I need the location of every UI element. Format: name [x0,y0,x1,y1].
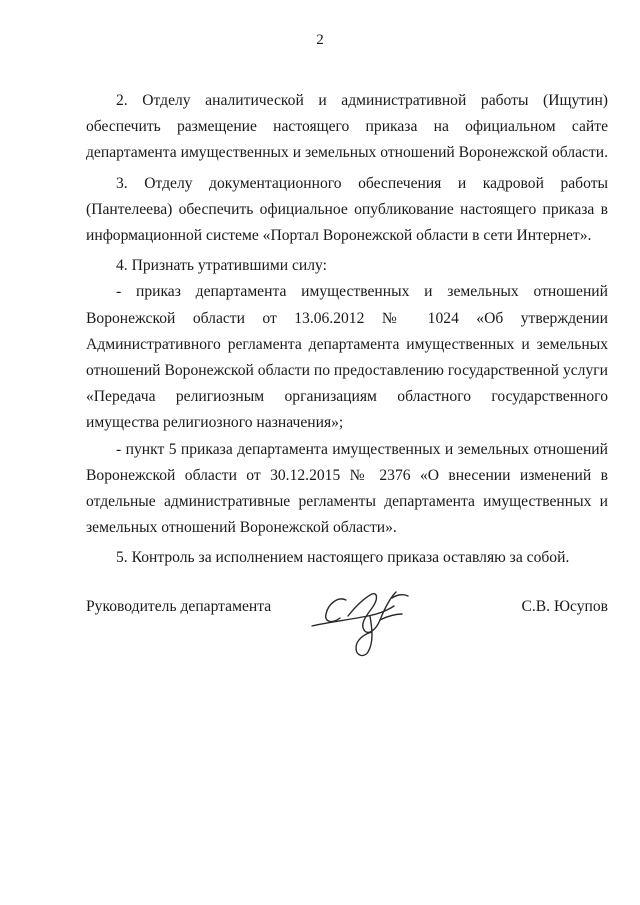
paragraph-2: 2. Отделу аналитической и административной работы (Ищутин) обеспечить размещение настоящего приказа на официальном сайте департамента имущественных и земельных отношений Воронежской области. [86,92,608,162]
paragraph-4-item-1: - приказ департамента имущественных и земельных отношений Воронежской области от 13.06.2012 № 1024 «Об утверждении Административного регламента департамента имущественных и земельных отношений Воронежской области по предоставлению государственной услуги «Передача религиозным организациям областного государственного имущества религиозного назначения»; [86,283,608,432]
signature-block [86,586,608,666]
document-body [86,88,608,572]
paragraph-4-item-2: - пункт 5 приказа департамента имущественных и земельных отношений Воронежской области от 30.12.2015 № 2376 «О внесении изменений в отдельные административные регламенты департамента имущественных и земельных отношений Воронежской области». [86,440,608,537]
page-number: 2 [316,32,324,48]
signatory-name: С.В. Юсупов [521,598,608,615]
handwritten-signature-icon [308,586,420,662]
signatory-role: Руководитель департамента [86,598,272,615]
paragraph-4: 4. Признать утратившими силу: [116,257,327,275]
paragraph-5: 5. Контроль за исполнением настоящего приказа оставляю за собой. [116,549,570,567]
paragraph-3: 3. Отделу документационного обеспечения и кадровой работы (Пантелеева) обеспечить официальное опубликование настоящего приказа в информационной системе «Портал Воронежской области в сети Интернет». [86,174,608,245]
